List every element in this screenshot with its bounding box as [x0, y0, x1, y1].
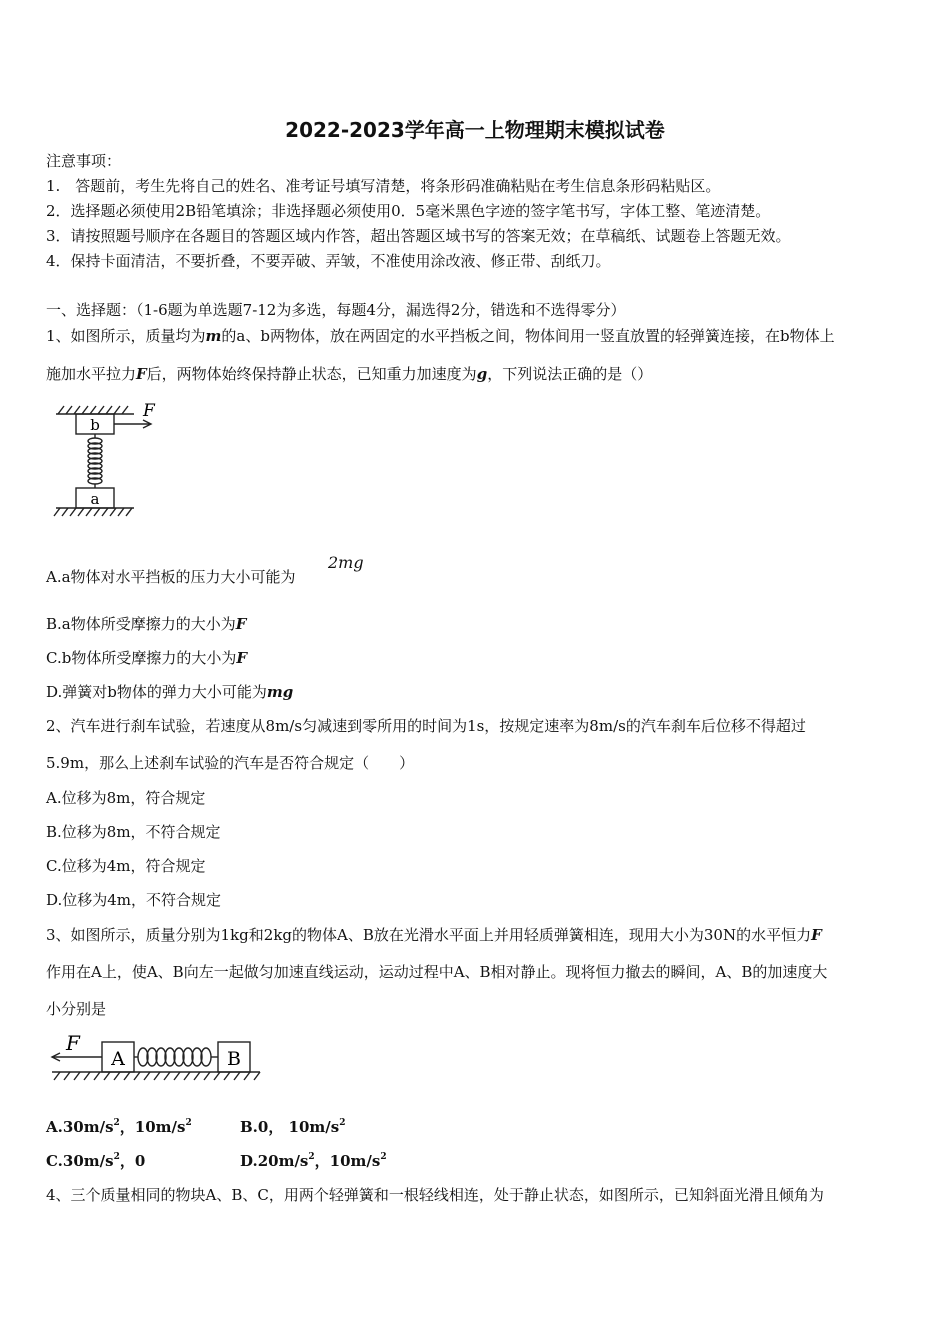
- q3-option-d: $D.20m/s^2$，$10m/s^2$: [240, 1152, 387, 1170]
- q1-label-f: F: [143, 401, 155, 421]
- q1-option-d: D.弹簧对b物体的弹力大小可能为mg: [46, 683, 294, 701]
- q1-label-a: a: [90, 490, 100, 508]
- q2-option: B.位移为8m，不符合规定: [46, 823, 221, 841]
- q3-option-a: $A.30m/s^2$，$10m/s^2$: [46, 1118, 192, 1136]
- q1-stem-line2: 施加水平拉力F后，两物体始终保持静止状态，已知重力加速度为g，下列说法正确的是（）: [46, 365, 653, 383]
- q2-stem-line2: 5.9m，那么上述刹车试验的汽车是否符合规定（ ）: [46, 754, 415, 772]
- q2-option: C.位移为4m，符合规定: [46, 857, 206, 875]
- notice-item: 2．选择题必须使用2B铅笔填涂；非选择题必须使用0．5毫米黑色字迹的签字笔书写，字体工整、笔迹清楚。: [46, 202, 771, 220]
- q3-option-c: $C.30m/s^2$，0: [46, 1152, 146, 1170]
- q3-option-b: B.0， $10m/s^2$: [240, 1118, 346, 1136]
- q2-option: D.位移为4m，不符合规定: [46, 891, 222, 909]
- q1-option-a: A.a物体对水平挡板的压力大小可能为: [46, 568, 296, 586]
- q3-label-b: B: [227, 1048, 241, 1070]
- q2-option: A.位移为8m，符合规定: [46, 789, 206, 807]
- q1-option-a-formula: 2mg: [328, 553, 364, 572]
- q1-option-b: B.a物体所受摩擦力的大小为F: [46, 615, 247, 633]
- q1-label-b: b: [90, 416, 100, 434]
- q3-stem-line3: 小分别是: [46, 1000, 107, 1018]
- q3-label-f: F: [66, 1031, 80, 1055]
- notice-item: 1. 答题前，考生先将自己的姓名、准考证号填写清楚，将条形码准确粘贴在考生信息条形码粘贴区。: [46, 177, 721, 195]
- q1-option-c: C.b物体所受摩擦力的大小为F: [46, 649, 247, 667]
- notice-heading: 注意事项：: [46, 152, 122, 170]
- page-title: 2022-2023学年高一上物理期末模拟试卷: [285, 118, 665, 142]
- q2-stem-line1: 2、汽车进行刹车试验，若速度从8m/s匀减速到零所用的时间为1s，按规定速率为8m/s的汽车刹车后位移不得超过: [46, 717, 806, 735]
- notice-item: 4．保持卡面清洁，不要折叠，不要弄破、弄皱，不准使用涂改液、修正带、刮纸刀。: [46, 252, 611, 270]
- notice-item: 3．请按照题号顺序在各题目的答题区域内作答，超出答题区域书写的答案无效；在草稿纸、试题卷上答题无效。: [46, 227, 791, 245]
- q3-stem-line2: 作用在A上，使A、B向左一起做匀加速直线运动，运动过程中A、B相对静止。现将恒力撤去的瞬间，A、B的加速度大: [46, 963, 828, 981]
- q3-label-a: A: [111, 1048, 125, 1070]
- q1-figure: [50, 398, 170, 523]
- q4-stem-line1: 4、三个质量相同的物块A、B、C，用两个轻弹簧和一根轻线相连，处于静止状态，如图所示，已知斜面光滑且倾角为: [46, 1186, 824, 1204]
- q3-figure: [48, 1030, 263, 1090]
- q1-stem-line1: 1、如图所示，质量均为m的a、b两物体，放在两固定的水平挡板之间，物体间用一竖直放置的轻弹簧连接，在b物体上: [46, 327, 835, 345]
- q3-stem-line1: 3、如图所示，质量分别为1kg和2kg的物体A、B放在光滑水平面上并用轻质弹簧相连，现用大小为30N的水平恒力F: [46, 926, 822, 944]
- section-heading: 一、选择题：（1-6题为单选题7-12为多选，每题4分，漏选得2分，错选和不选得零分）: [46, 301, 626, 319]
